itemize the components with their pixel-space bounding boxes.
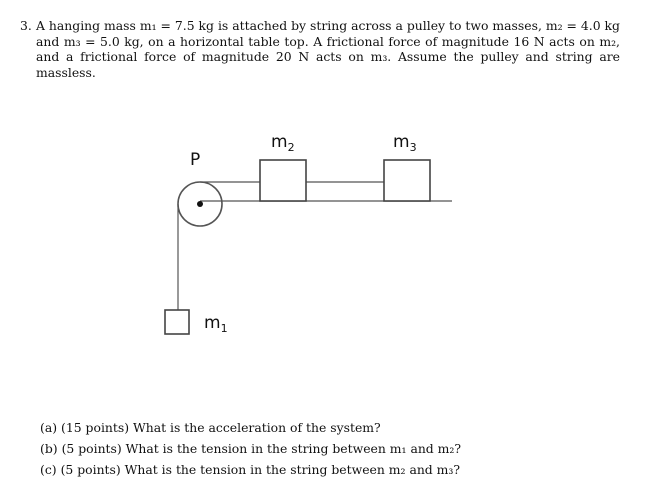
question-c: (c) (5 points) What is the tension in the string between m₂ and m₃? bbox=[40, 462, 461, 477]
m3-label: $m_3$ bbox=[393, 132, 417, 154]
m1-label: $m_1$ bbox=[204, 313, 228, 335]
question-a: (a) (15 points) What is the acceleration of the system? bbox=[40, 420, 381, 435]
question-b: (b) (5 points) What is the tension in the string between m₁ and m₂? bbox=[40, 441, 462, 456]
mass-m1-block bbox=[165, 310, 189, 334]
mass-m3-block bbox=[384, 160, 430, 201]
m2-label: $m_2$ bbox=[271, 132, 295, 154]
pulley-axle bbox=[197, 201, 203, 207]
problem-text: A hanging mass m₁ = 7.5 kg is attached by string across a pulley to two masses, m₂ = 4.0 kg and m₃ = 5.0 kg, on a horizontal table top. A frictional force of magnitude 16 N acts on m₂, and a frictional force of magnitude 20 N acts on m₃. Assume the pulley and string are massless. bbox=[36, 18, 620, 80]
question-list bbox=[40, 417, 461, 480]
pulley-label: P bbox=[190, 150, 201, 170]
mass-m2-block bbox=[260, 160, 306, 201]
problem-number: 3. bbox=[20, 18, 32, 33]
